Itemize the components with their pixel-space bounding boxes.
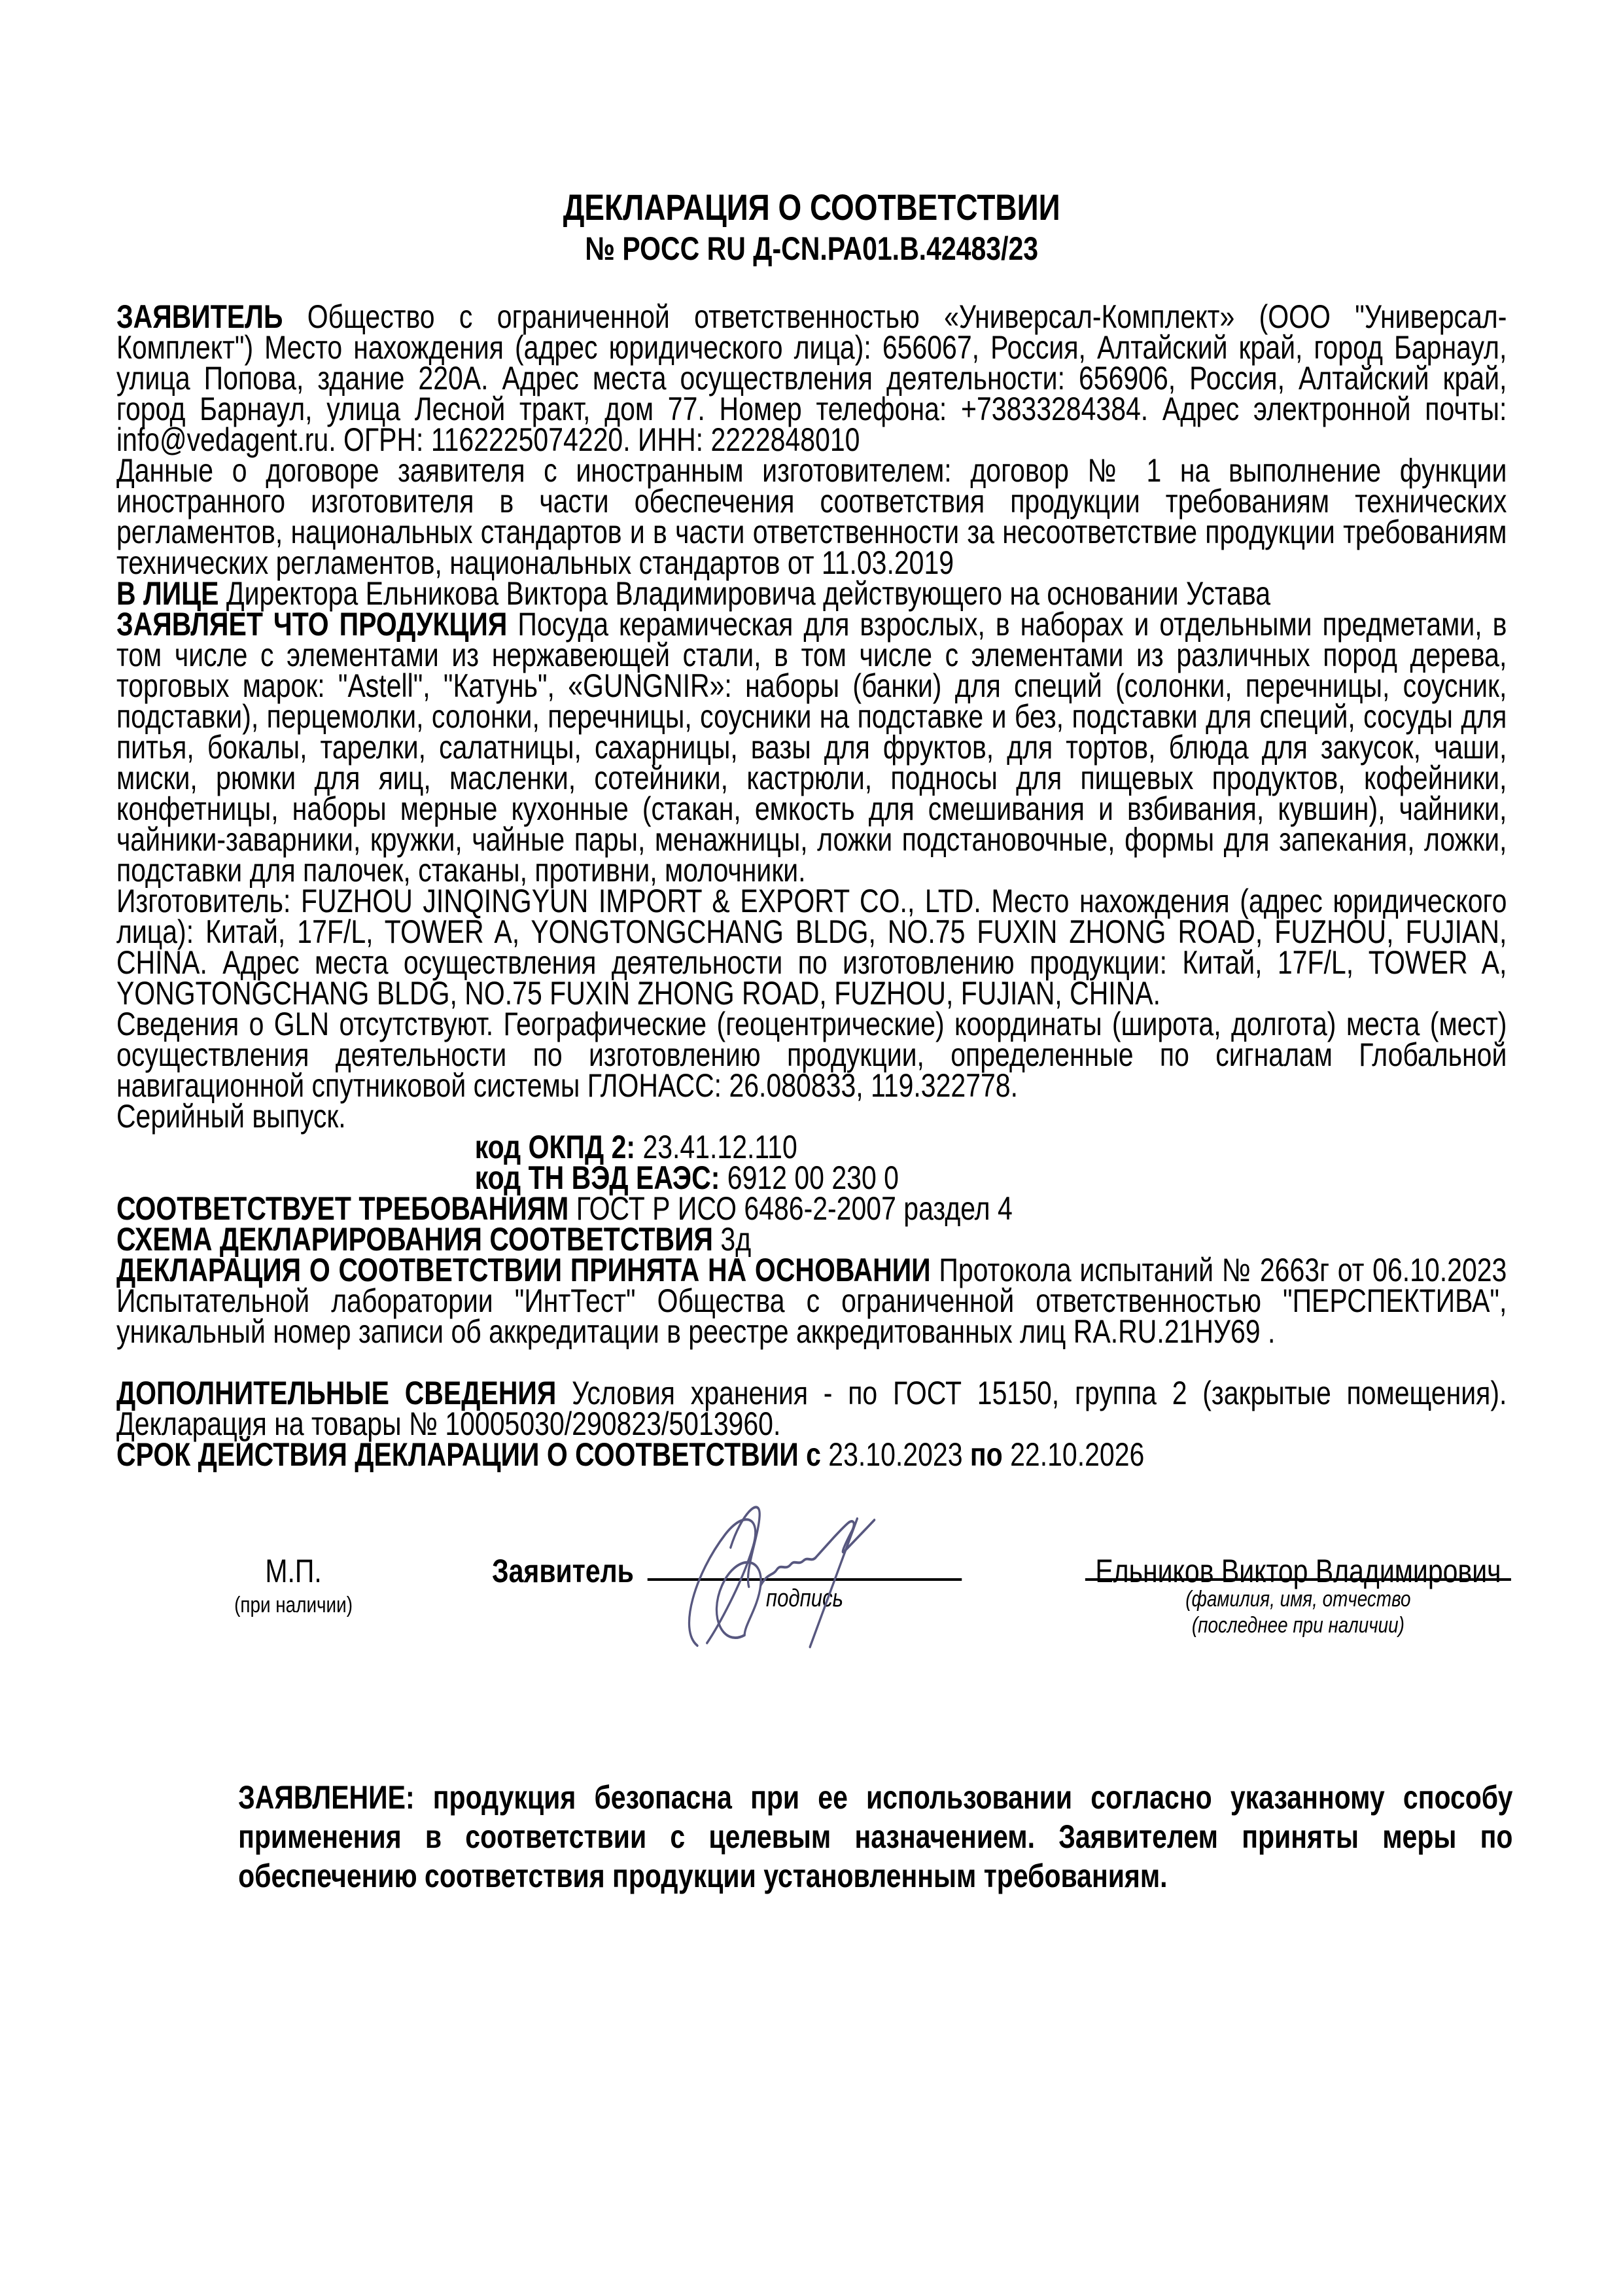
serial-paragraph: Серийный выпуск. bbox=[116, 1098, 346, 1135]
body-paragraphs bbox=[116, 298, 1507, 1473]
safety-statement: ЗАЯВЛЕНИЕ: продукция безопасна при ее использовании согласно указанному способу применения в соответствии с целевым назначением. Заявителем приняты меры по обеспечению соответствия продукции установленным требованиям. bbox=[238, 1779, 1513, 1894]
scheme-paragraph: СХЕМА ДЕКЛАРИРОВАНИЯ СООТВЕТСТВИЯ 3д bbox=[116, 1221, 752, 1258]
okpd-code-line: код ОКПД 2: 23.41.12.110 bbox=[474, 1129, 797, 1165]
applicant-paragraph: ЗАЯВИТЕЛЬ Общество с ограниченной ответственностью «Универсал-Комплект» (ООО "Универсал-Комплект") Место нахождения (адрес юридического лица): 656067, Россия, Алтайский край, город Барнаул, улица Попова, здание 220А. Адрес места осуществления деятельности: 656906, Россия, Алтайский край, город Барнаул, улица Лесной тракт, дом 77. Номер телефона: +73833284384. Адрес электронной почты: info@vedagent.ru. ОГРН: 1162225074220. ИНН: 2222848010 bbox=[116, 298, 1507, 458]
basis-paragraph: ДЕКЛАРАЦИЯ О СООТВЕТСТВИИ ПРИНЯТА НА ОСНОВАНИИ Протокола испытаний № 2663г от 06.10.2023 Испытательной лаборатории "ИнтТест" Общества с ограниченной ответственностью "ПЕРСПЕКТИВА", уникальный номер записи об аккредитации в реестре аккредитованных лиц RA.RU.21НУ69 . bbox=[116, 1252, 1507, 1350]
manufacturer-paragraph: Изготовитель: FUZHOU JINQINGYUN IMPORT & EXPORT CO., LTD. Место нахождения (адрес юридического лица): Китай, 17F/L, TOWER A, YONGTONGCHANG BLDG, NO.75 FUXIN ZHONG ROAD, FUZHOU, FUJIAN, CHINA. Адрес места осуществления деятельности по изготовлению продукции: Китай, 17F/L, TOWER A, YONGTONGCHANG BLDG, NO.75 FUXIN ZHONG ROAD, FUZHOU, FUJIAN, CHINA. bbox=[116, 883, 1507, 1012]
document-title: ДЕКЛАРАЦИЯ О СООТВЕТСТВИИ bbox=[563, 186, 1060, 228]
conforms-paragraph: СООТВЕТСТВУЕТ ТРЕБОВАНИЯМ ГОСТ Р ИСО 6486-2-2007 раздел 4 bbox=[116, 1190, 1013, 1227]
stamp-place-note: (при наличии) bbox=[234, 1593, 353, 1617]
product-paragraph: ЗАЯВЛЯЕТ ЧТО ПРОДУКЦИЯ Посуда керамическая для взрослых, в наборах и отдельными предметами, в том числе с элементами из нержавеющей стали, в том числе с элементами из различных пород дерева, торговых марок: "Astell", "Катунь", «GUNGNIR»: наборы (банки) для специй (солонки, перечницы, соусник, подставки), перцемолки, солонки, перечницы, соусники на подставке и без, подставки для специй, сосуды для питья, бокалы, тарелки, салатницы, сахарницы, вазы для фруктов, для тортов, блюда для закусок, чаши, миски, рюмки для яиц, масленки, сотейники, кастрюли, подносы для пищевых продуктов, кофейники, конфетницы, наборы мерные кухонные (стакан, емкость для смешивания и взбивания, кувшин), чайники, чайники-заварники, кружки, чайные пары, менажницы, ложки подстановочные, формы для запекания, ложки, подставки для палочек, стаканы, противни, молочники. bbox=[116, 606, 1507, 889]
name-caption-line1: (фамилия, имя, отчество bbox=[1185, 1587, 1411, 1612]
validity-paragraph: СРОК ДЕЙСТВИЯ ДЕКЛАРАЦИИ О СООТВЕТСТВИИ с 23.10.2023 по 22.10.2026 bbox=[116, 1436, 1145, 1473]
tnved-code-line: код ТН ВЭД ЕАЭС: 6912 00 230 0 bbox=[474, 1159, 899, 1196]
contract-paragraph: Данные о договоре заявителя с иностранным изготовителем: договор № 1 на выполнение функции иностранного изготовителя в части обеспечения соответствия продукции требованиям технических регламентов, национальных стандартов и в части ответственности за несоответствие продукции требованиям технических регламентов, национальных стандартов от 11.03.2019 bbox=[116, 452, 1507, 581]
stamp-place-label: М.П. bbox=[265, 1553, 322, 1589]
document-number: № РОСС RU Д-CN.РА01.В.42483/23 bbox=[585, 230, 1039, 267]
applicant-name: Ельников Виктор Владимирович bbox=[1095, 1553, 1501, 1589]
signature-scribble-icon bbox=[677, 1496, 892, 1660]
additional-info-paragraph: ДОПОЛНИТЕЛЬНЫЕ СВЕДЕНИЯ Условия хранения - по ГОСТ 15150, группа 2 (закрытые помещения). Декларация на товары № 10005030/290823/5013960. bbox=[116, 1375, 1507, 1442]
signature-section bbox=[116, 1552, 1507, 1748]
name-caption-line2: (последнее при наличии) bbox=[1191, 1613, 1405, 1638]
applicant-label: Заявитель bbox=[491, 1553, 634, 1589]
in-person-paragraph: В ЛИЦЕ Директора Ельникова Виктора Владимировича действующего на основании Устава bbox=[116, 575, 1271, 612]
gln-paragraph: Сведения о GLN отсутствуют. Географические (геоцентрические) координаты (широта, долгота) места (мест) осуществления деятельности по изготовлению продукции, определенные по сигналам Глобальной навигационной спутниковой системы ГЛОНАСС: 26.080833, 119.322778. bbox=[116, 1006, 1507, 1104]
signature-caption: подпись bbox=[765, 1585, 844, 1612]
